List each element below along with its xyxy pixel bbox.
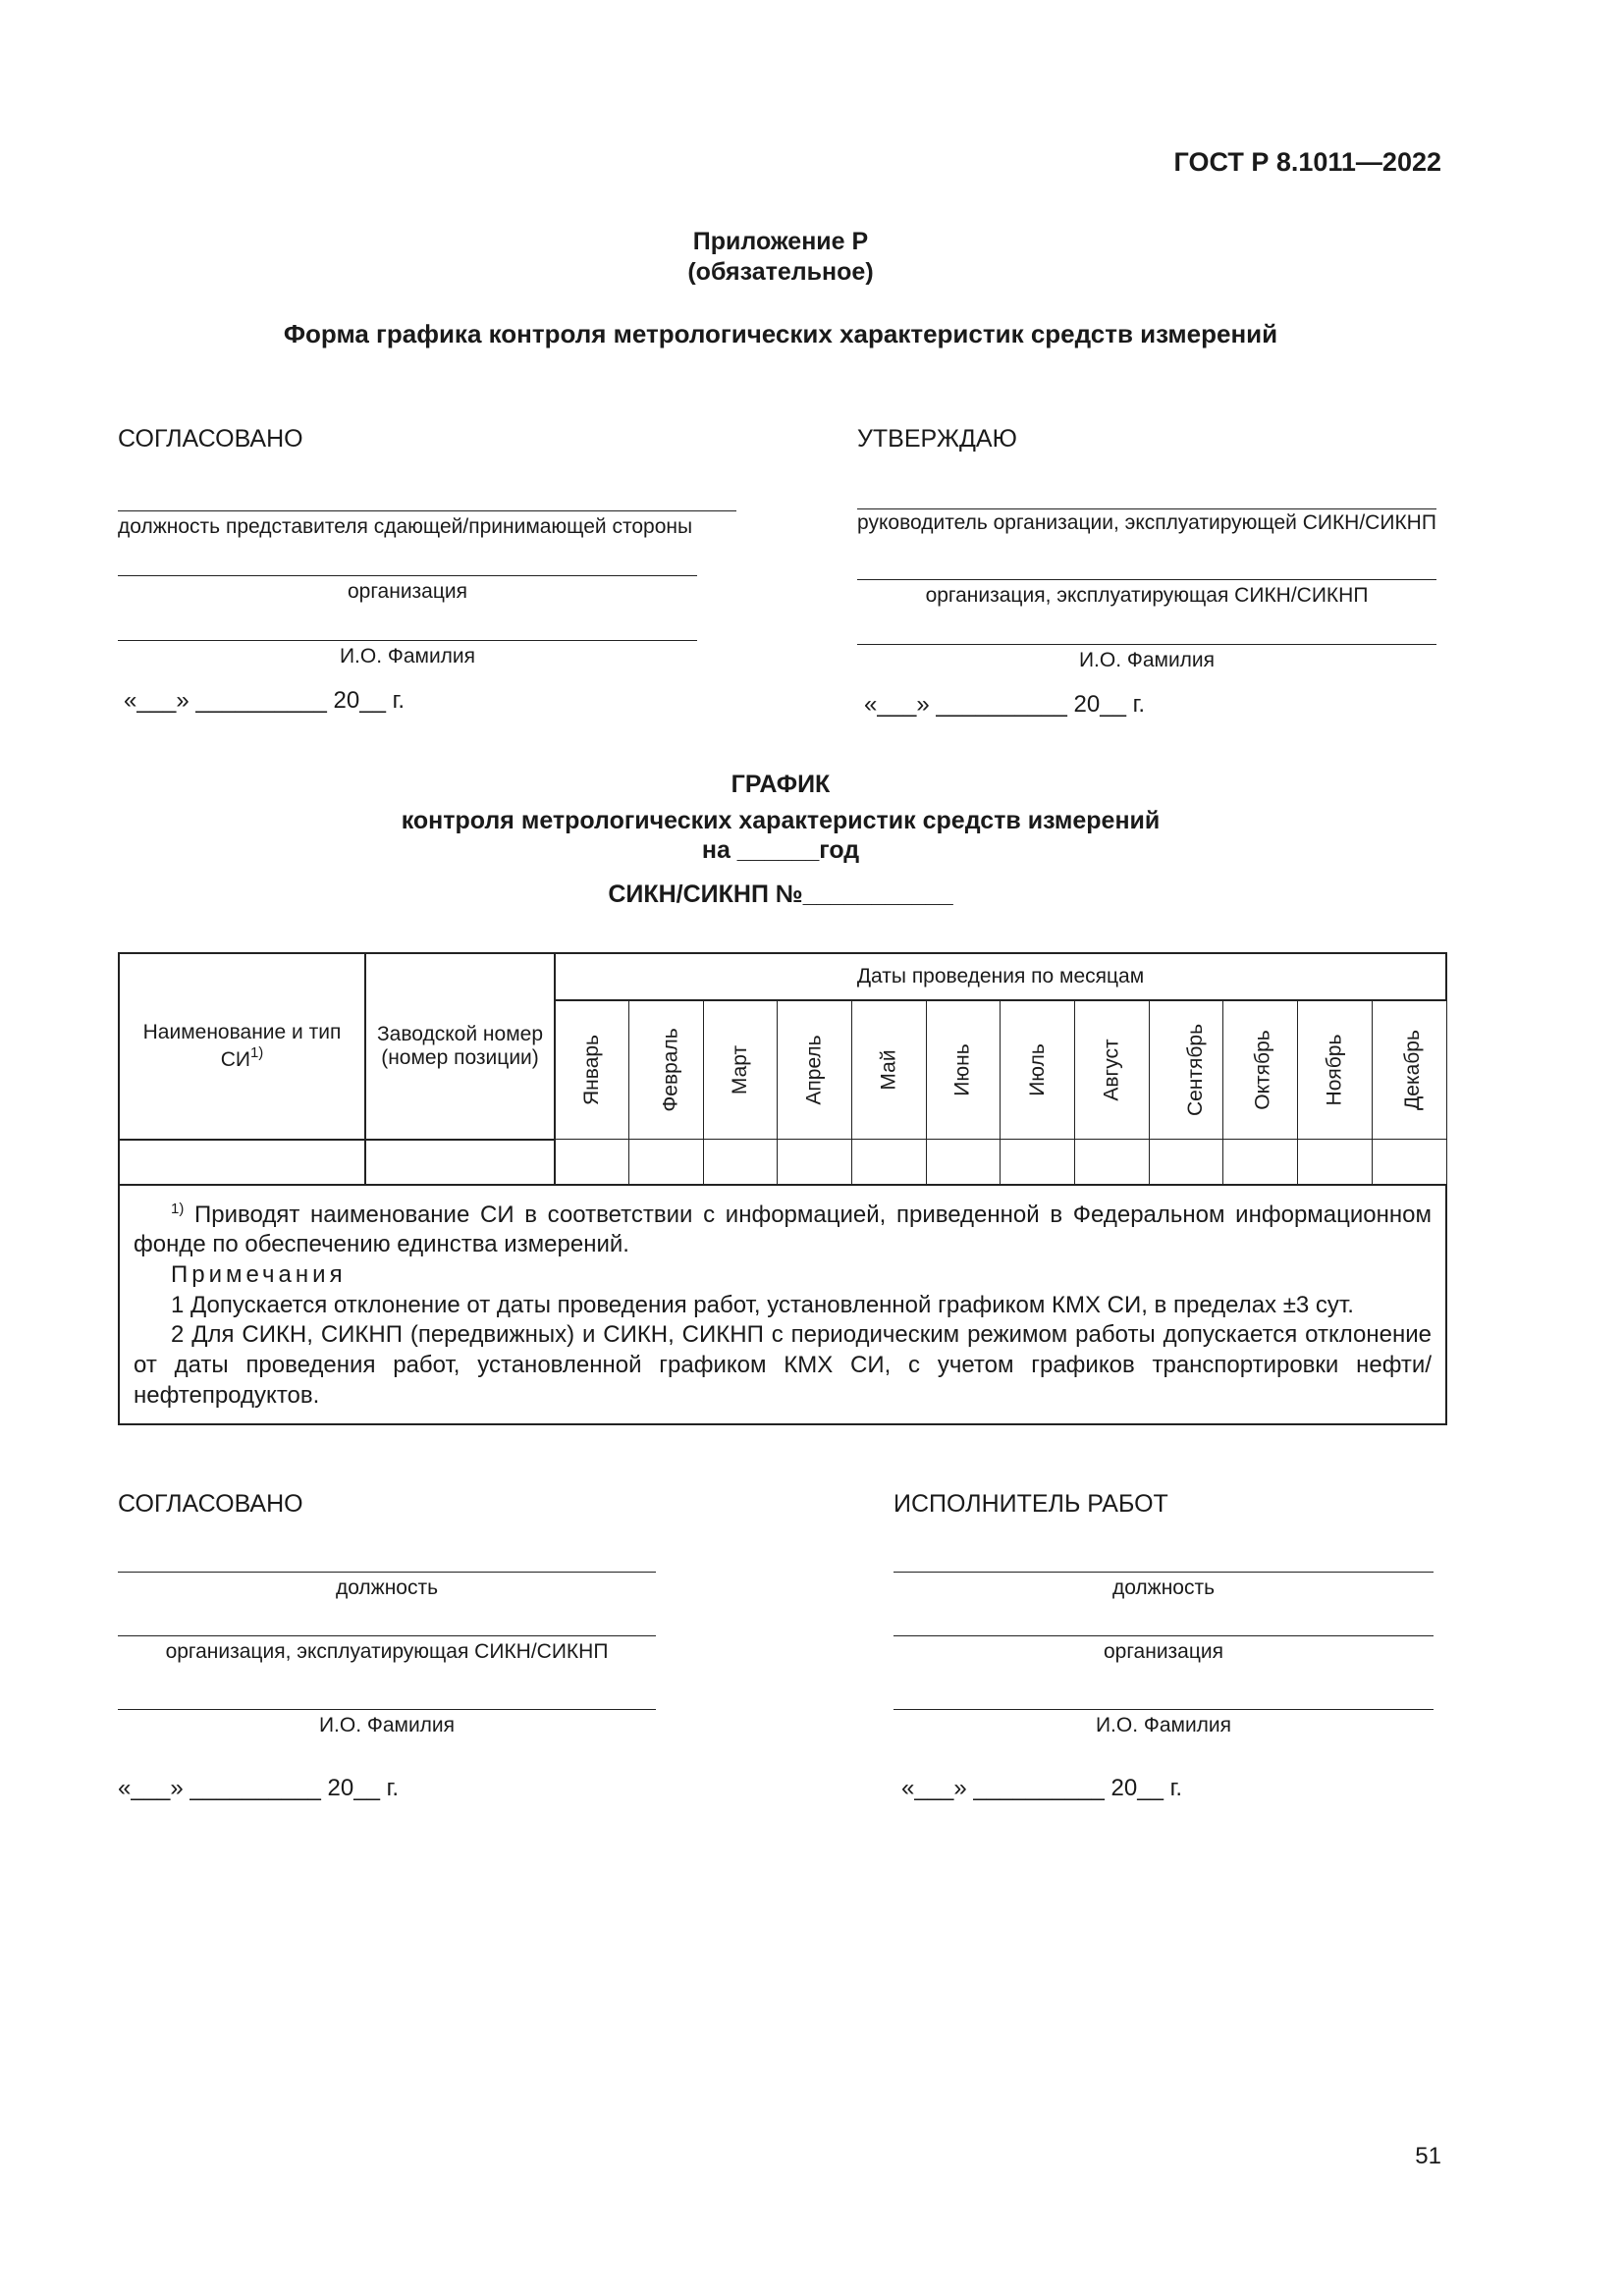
table-cell[interactable] — [852, 1140, 927, 1185]
table-cell[interactable] — [703, 1140, 778, 1185]
signature-line — [857, 644, 1436, 645]
month-label: Сентябрь — [1183, 1023, 1207, 1117]
bottom-right-date: «___» __________ 20__ г. — [901, 1775, 1183, 1801]
table-cell[interactable] — [1223, 1140, 1298, 1185]
top-left-caption-1: должность представителя сдающей/принимающей стороны — [118, 515, 693, 538]
month-header-cell — [852, 1000, 927, 1140]
table-cell[interactable] — [778, 1140, 852, 1185]
table-cell[interactable] — [1075, 1140, 1150, 1185]
signature-line — [857, 508, 1436, 509]
bottom-right-heading: ИСПОЛНИТЕЛЬ РАБОТ — [893, 1490, 1168, 1518]
month-header-cell — [1001, 1000, 1075, 1140]
signature-line — [118, 640, 697, 641]
month-header-cell — [1372, 1000, 1446, 1140]
month-label: Июль — [1025, 1043, 1049, 1096]
month-label: Апрель — [802, 1035, 826, 1105]
month-header-cell — [1149, 1000, 1223, 1140]
header-name-type: Наименование и тип СИ$^{1)}$ — [119, 953, 365, 1140]
appendix-type: (обязательное) — [687, 258, 874, 286]
table-cell[interactable] — [1372, 1140, 1446, 1185]
notes-heading: Примечания — [171, 1260, 347, 1288]
top-left-date: «___» __________ 20__ г. — [124, 687, 406, 714]
month-label: Август — [1100, 1039, 1123, 1101]
top-left-heading: СОГЛАСОВАНО — [118, 425, 303, 453]
page-number: 51 — [1415, 2143, 1441, 2169]
month-label: Октябрь — [1252, 1030, 1275, 1110]
table-cell[interactable] — [1298, 1140, 1373, 1185]
signature-line — [118, 1709, 656, 1710]
month-label: Июнь — [951, 1043, 975, 1096]
signature-line — [893, 1709, 1434, 1710]
signature-line — [118, 1635, 656, 1636]
month-label: Декабрь — [1400, 1030, 1424, 1110]
top-right-heading: УТВЕРЖДАЮ — [857, 425, 1017, 453]
top-left-caption-3: И.О. Фамилия — [339, 645, 476, 667]
form-title: Форма графика контроля метрологических характеристик средств измерений — [283, 319, 1278, 348]
bottom-right-caption-3: И.О. Фамилия — [1095, 1714, 1232, 1736]
table-cell[interactable] — [555, 1140, 629, 1185]
top-right-caption-1: руководитель организации, эксплуатирующей СИКН/СИКНП — [857, 511, 1436, 534]
footnote-text: Приводят наименование СИ в соответствии с информацией, приведенной в Федеральном информационном фонде по обеспечению единства измерений. — [134, 1201, 1432, 1258]
table-cell[interactable] — [1001, 1140, 1075, 1185]
month-header-cell — [1223, 1000, 1298, 1140]
month-header-cell — [1298, 1000, 1373, 1140]
table-notes — [119, 1185, 1446, 1424]
schedule-title: ГРАФИК — [731, 771, 831, 798]
header-months: Даты проведения по месяцам — [555, 953, 1446, 1000]
month-label: Январь — [580, 1035, 604, 1105]
bottom-left-caption-1: должность — [335, 1576, 439, 1599]
signature-line — [893, 1572, 1434, 1573]
schedule-subtitle: контроля метрологических характеристик средств измерений — [401, 807, 1161, 834]
note-1: 1 Допускается отклонение от даты проведения работ, установленной графиком КМХ СИ, в пределах ±3 сут. — [171, 1291, 1354, 1318]
bottom-right-caption-1: должность — [1111, 1576, 1216, 1599]
header-serial: Заводской номер (номер позиции) — [365, 953, 555, 1140]
bottom-left-caption-2: организация, эксплуатирующая СИКН/СИКНП — [165, 1640, 609, 1663]
schedule-system: СИКН/СИКНП №___________ — [608, 881, 953, 908]
month-label: Февраль — [659, 1028, 682, 1112]
schedule-year: на ______год — [701, 836, 860, 864]
schedule-table — [118, 952, 1447, 1425]
month-label: Март — [729, 1044, 752, 1095]
month-label: Май — [877, 1049, 900, 1091]
bottom-left-caption-3: И.О. Фамилия — [318, 1714, 456, 1736]
signature-line — [893, 1635, 1434, 1636]
month-header-cell — [926, 1000, 1001, 1140]
month-header-cell — [1075, 1000, 1150, 1140]
bottom-left-heading: СОГЛАСОВАНО — [118, 1490, 303, 1518]
table-row — [119, 1140, 1446, 1185]
month-header-cell — [703, 1000, 778, 1140]
top-right-date: «___» __________ 20__ г. — [864, 691, 1146, 718]
bottom-right-caption-2: организация — [1103, 1640, 1223, 1663]
bottom-left-date: «___» __________ 20__ г. — [118, 1775, 400, 1801]
table-cell[interactable] — [365, 1140, 555, 1185]
table-cell[interactable] — [629, 1140, 704, 1185]
footnote-mark: 1) — [171, 1200, 185, 1217]
signature-line — [857, 579, 1436, 580]
month-header-cell — [629, 1000, 704, 1140]
standard-number: ГОСТ Р 8.1011—2022 — [1173, 147, 1441, 177]
table-cell[interactable] — [119, 1140, 365, 1185]
table-cell[interactable] — [926, 1140, 1001, 1185]
note-2: 2 Для СИКН, СИКНП (передвижных) и СИКН, СИКНП с периодическим режимом работы допускается отклонение от даты проведения работ, установленной графиком КМХ СИ, с учетом графиков транспортировки нефти/нефтепродуктов. — [134, 1321, 1432, 1409]
top-left-caption-2: организация — [347, 580, 467, 603]
month-header-cell — [555, 1000, 629, 1140]
signature-line — [118, 510, 736, 511]
signature-line — [118, 575, 697, 576]
signature-line — [118, 1572, 656, 1573]
month-header-cell — [778, 1000, 852, 1140]
top-right-caption-3: И.О. Фамилия — [1078, 649, 1216, 671]
appendix-title: Приложение Р — [692, 228, 869, 255]
month-label: Ноябрь — [1323, 1034, 1346, 1106]
table-cell[interactable] — [1149, 1140, 1223, 1185]
top-right-caption-2: организация, эксплуатирующая СИКН/СИКНП — [925, 584, 1369, 607]
